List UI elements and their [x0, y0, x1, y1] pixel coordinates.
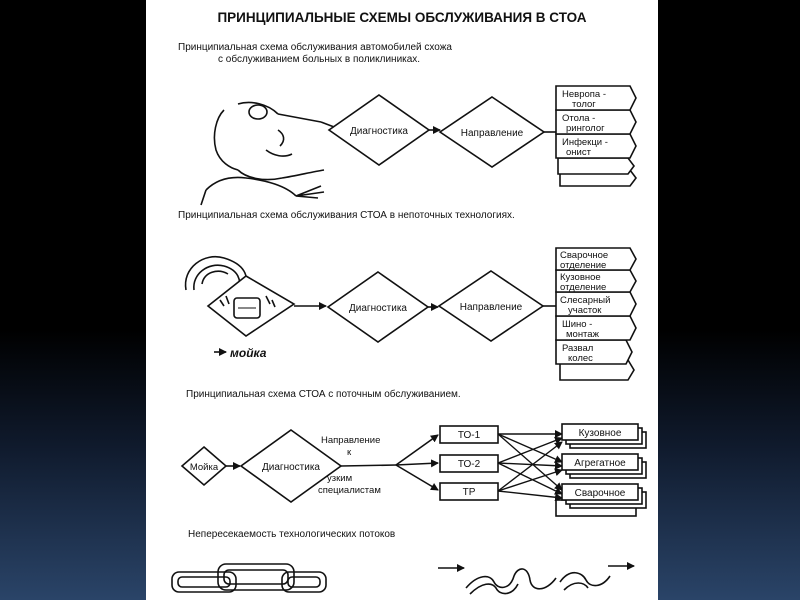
s3-direction-line4: специалистам	[318, 485, 381, 496]
s2-card-3-line1: Слесарный	[560, 295, 611, 306]
section1-caption-line1: Принципиальная схема обслуживания автомобилей схожа	[178, 42, 452, 53]
s1-card-3-line2: онист	[566, 147, 591, 158]
crossing-flows-illustration	[172, 564, 326, 592]
s1-card-1-line2: толог	[572, 99, 596, 110]
section1-caption-line2: с обслуживанием больных в поликлиниках.	[218, 54, 421, 65]
s3-shop-3-label: Сварочное	[574, 488, 626, 499]
wash-label: мойка	[230, 346, 267, 360]
s3-diagnostics-label: Диагностика	[262, 462, 320, 473]
s3-shop-1-label: Кузовное	[578, 428, 622, 439]
s2-card-2-line2: отделение	[560, 282, 607, 293]
s2-direction-label: Направление	[459, 302, 523, 313]
s3-wash-label: Мойка	[189, 462, 219, 473]
s2-card-5-line1: Развал	[562, 343, 594, 354]
s1-card-blank-1	[558, 158, 634, 174]
non-crossing-flows-illustration	[438, 566, 634, 594]
s3-direction-line1: Направление	[321, 435, 381, 446]
page-title: ПРИНЦИПИАЛЬНЫЕ СХЕМЫ ОБСЛУЖИВАНИЯ В СТОА	[217, 10, 587, 25]
s1-cards-stack	[556, 86, 636, 186]
s1-direction-label: Направление	[460, 128, 524, 139]
s3-direction-line2: к	[347, 447, 352, 458]
s1-card-1-line1: Невропа -	[562, 89, 606, 100]
s3-shop-2-label: Агрегатное	[574, 458, 626, 469]
section2-caption: Принципиальная схема обслуживания СТОА в непоточных технологиях.	[178, 210, 515, 221]
s2-card-1-line2: отделение	[560, 260, 607, 271]
wash-illustration	[186, 257, 294, 360]
s2-card-4-line2: монтаж	[566, 329, 599, 340]
s2-card-1-line1: Сварочное	[560, 250, 609, 261]
s1-card-2-line1: Отола -	[562, 113, 596, 124]
schemes-diagram	[146, 0, 658, 600]
s1-card-2-line2: ринголог	[566, 123, 605, 134]
s1-card-3-line1: Инфекци -	[562, 137, 608, 148]
s3-post-2-label: ТО-2	[457, 459, 481, 470]
s3-post-1-label: ТО-1	[457, 430, 481, 441]
section3-caption: Принципиальная схема СТОА с поточным обслуживанием.	[186, 389, 461, 400]
doctor-illustration	[201, 102, 324, 205]
s2-card-3-line2: участок	[568, 305, 602, 316]
s2-card-5-line2: колес	[568, 353, 593, 364]
s3-cross-arrows	[498, 434, 562, 498]
s1-diagnostics-label: Диагностика	[350, 126, 408, 137]
s3-direction-line3: узким	[327, 473, 353, 484]
scanned-page	[146, 0, 658, 600]
s3-post-3-label: ТР	[462, 487, 476, 498]
s2-card-2-line1: Кузовное	[560, 272, 601, 283]
s2-card-4-line1: Шино -	[562, 319, 593, 330]
section4-caption: Непересекаемость технологических потоков	[188, 529, 396, 540]
s2-diagnostics-label: Диагностика	[349, 303, 407, 314]
